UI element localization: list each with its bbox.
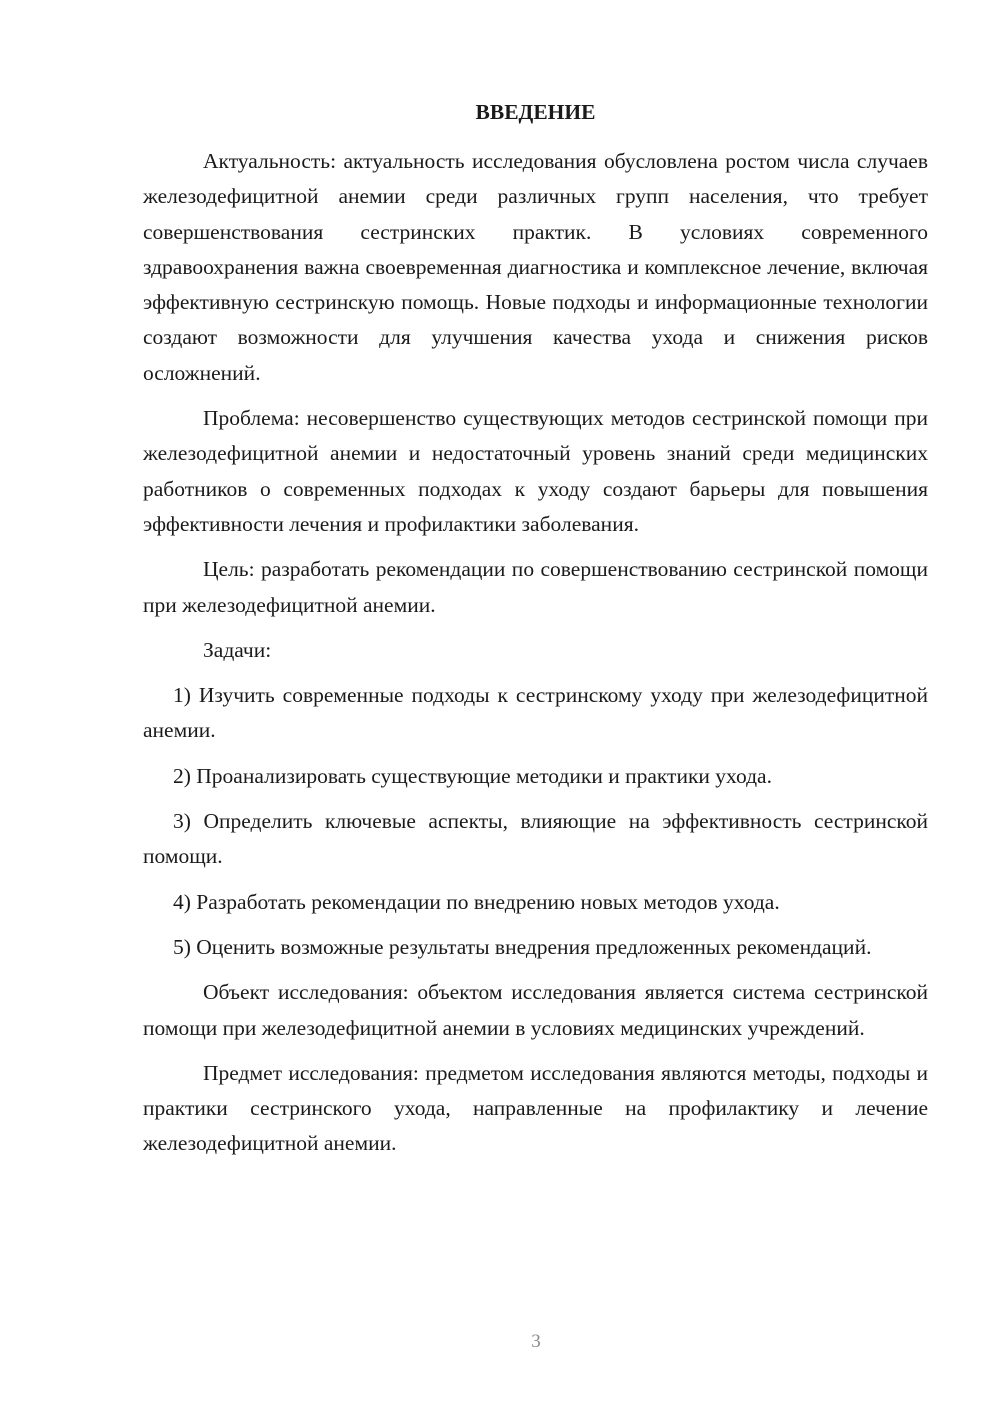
tasks-label: Задачи: bbox=[203, 637, 272, 662]
subject-paragraph: Предмет исследования: предметом исследования являются методы, подходы и практики сестринского ухода, направленные на профилактику и лечение железодефицитной анемии. bbox=[143, 1060, 928, 1156]
task-item-2: 2) Проанализировать существующие методики и практики ухода. bbox=[173, 763, 772, 788]
page-number: 3 bbox=[531, 1331, 541, 1352]
goal-paragraph: Цель: разработать рекомендации по совершенствованию сестринской помощи при железодефицитной анемии. bbox=[143, 557, 928, 617]
document-page bbox=[143, 95, 928, 1172]
task-item-5: 5) Оценить возможные результаты внедрения предложенных рекомендаций. bbox=[173, 934, 872, 959]
relevance-paragraph: Актуальность: актуальность исследования обусловлена ростом числа случаев железодефицитной анемии среди различных групп населения, что требует совершенствования сестринских практик. В условиях современного здравоохранения важна своевременная диагностика и комплексное лечение, включая эффективную сестринскую помощь. Новые подходы и информационные технологии создают возможности для улучшения качества ухода и снижения рисков осложнений. bbox=[143, 149, 928, 385]
object-paragraph: Объект исследования: объектом исследования является система сестринской помощи при железодефицитной анемии в условиях медицинских учреждений. bbox=[143, 980, 928, 1040]
section-heading: ВВЕДЕНИЕ bbox=[475, 100, 596, 124]
problem-paragraph: Проблема: несовершенство существующих методов сестринской помощи при железодефицитной анемии и недостаточный уровень знаний среди медицинских работников о современных подходах к уходу создают барьеры для повышения эффективности лечения и профилактики заболевания. bbox=[143, 406, 928, 536]
task-item-4: 4) Разработать рекомендации по внедрению новых методов ухода. bbox=[173, 889, 780, 914]
task-item-3: 3) Определить ключевые аспекты, влияющие на эффективность сестринской помощи. bbox=[143, 809, 928, 869]
task-item-1: 1) Изучить современные подходы к сестринскому уходу при железодефицитной анемии. bbox=[143, 683, 928, 743]
